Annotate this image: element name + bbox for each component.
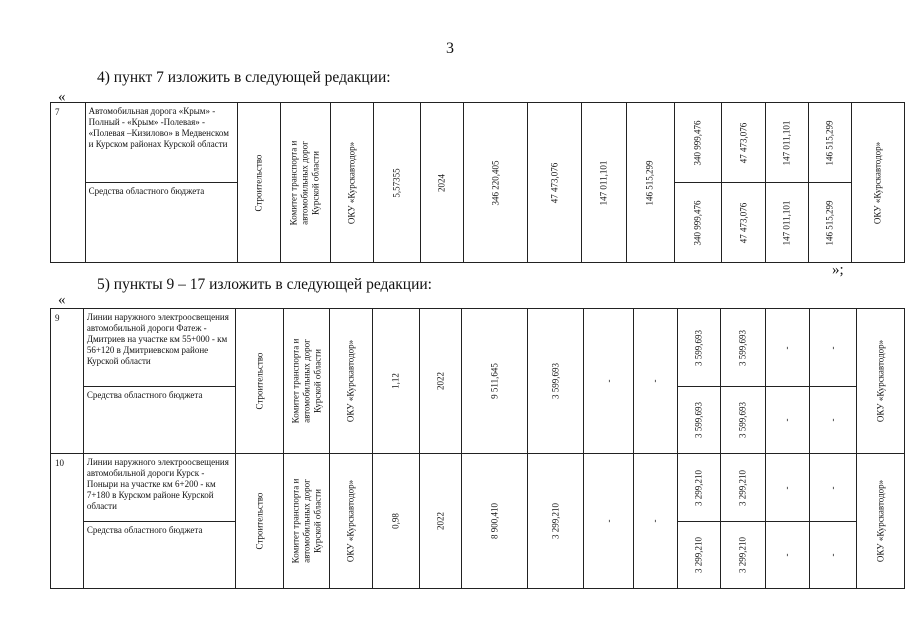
- finance-top-3-cell: [766, 454, 810, 522]
- length-cell: [373, 309, 420, 454]
- work-type: Строительство: [253, 154, 264, 211]
- value-3-cell: [634, 454, 678, 589]
- length-value: 0,98: [390, 513, 401, 529]
- operator-cell: [331, 103, 374, 263]
- value-3: -: [649, 519, 660, 523]
- customer: Комитет транспорта и автомобильных дорог Курской области: [290, 478, 323, 564]
- finance-bottom-2-cell: [721, 387, 766, 454]
- section4-heading: 4) пункт 7 изложить в следующей редакции:: [97, 69, 391, 86]
- finance-bottom-4-cell: [809, 522, 857, 589]
- finance-top-3-cell: [766, 309, 810, 387]
- value-2: -: [603, 379, 614, 383]
- object-name: Линии наружного электроосвещения автомобильной дороги Фатеж - Дмитриев на участке км 55+000 - км 56+120 в Дмитриевском районе Курской области: [83, 309, 235, 387]
- operator: ОКУ «Курскавтодор»: [345, 339, 356, 423]
- finance-top-1-cell: [677, 454, 721, 522]
- year-cell: [419, 454, 462, 589]
- finance-bottom-4-cell: [809, 183, 851, 263]
- value-2-cell: [584, 309, 634, 454]
- finance-bottom-1: 340 999,476: [692, 200, 703, 245]
- finance-top-2: 3 299,210: [737, 469, 748, 506]
- finance-top-4-cell: [809, 454, 857, 522]
- finance-bottom-1-cell: [677, 522, 721, 589]
- section5-heading: 5) пункты 9 – 17 изложить в следующей редакции:: [97, 276, 432, 293]
- table-item-7: [50, 102, 905, 263]
- finance-bottom-3-cell: [766, 387, 810, 454]
- total-cost-cell: [464, 103, 528, 263]
- year-value: 2022: [435, 372, 446, 390]
- last-col-cell: [857, 454, 905, 589]
- finance-top-1: 340 999,476: [692, 120, 703, 165]
- finance-bottom-4-cell: [809, 387, 857, 454]
- page-number: 3: [446, 40, 454, 57]
- finance-top-1: 3 299,210: [693, 469, 704, 506]
- work-type: Строительство: [254, 352, 265, 410]
- value-1: 3 299,210: [550, 503, 561, 539]
- finance-top-1-cell: [677, 309, 721, 387]
- finance-bottom-2: 3 299,210: [737, 537, 748, 573]
- finance-top-4: -: [827, 346, 838, 349]
- finance-top-3: -: [781, 346, 792, 349]
- last-col: ОКУ «Курскавтодор»: [875, 479, 886, 563]
- object-name: Автомобильная дорога «Крым» - Полный - «Крым» -Полевая» - «Полевая –Кизилово» в Медвенском и Курском районах Курской области: [85, 103, 238, 183]
- finance-top-3-cell: [765, 103, 808, 183]
- customer: Комитет транспорта и автомобильных дорог Курской области: [288, 140, 321, 225]
- operator: ОКУ «Курскавтодор»: [346, 141, 357, 224]
- last-col: ОКУ «Курскавтодор»: [872, 141, 883, 224]
- work-type: Строительство: [254, 492, 265, 550]
- value-2: 147 011,101: [598, 160, 609, 205]
- operator-cell: [330, 309, 373, 454]
- finance-top-4: 146 515,299: [824, 120, 835, 165]
- total-cost: 9 511,645: [489, 363, 500, 399]
- finance-bottom-4: -: [827, 553, 838, 557]
- length-value: 1,12: [390, 373, 401, 389]
- operator-cell: [330, 454, 373, 589]
- value-1: 3 599,693: [550, 363, 561, 399]
- length-cell: [374, 103, 420, 263]
- finance-bottom-3: 147 011,101: [781, 200, 792, 245]
- finance-bottom-4: 146 515,299: [824, 200, 835, 245]
- finance-bottom-2: 47 473,076: [738, 202, 749, 243]
- finance-bottom-1-cell: [677, 387, 721, 454]
- section4-close-quote: »;: [832, 262, 844, 278]
- last-col-cell: [851, 103, 904, 263]
- customer-cell: [280, 103, 330, 263]
- customer-cell: [283, 454, 330, 589]
- finance-top-2: 47 473,076: [738, 122, 749, 163]
- finance-bottom-2-cell: [722, 183, 765, 263]
- value-1-cell: [527, 309, 584, 454]
- row-number: 9: [51, 309, 84, 454]
- finance-bottom-3: -: [781, 553, 792, 557]
- work-type-cell: [236, 454, 284, 589]
- finance-top-2-cell: [721, 454, 766, 522]
- finance-top-3: 147 011,101: [781, 120, 792, 165]
- finance-bottom-3-cell: [765, 183, 808, 263]
- row-number: 10: [51, 454, 84, 589]
- finance-top-4-cell: [809, 309, 857, 387]
- finance-bottom-3-cell: [766, 522, 810, 589]
- last-col: ОКУ «Курскавтодор»: [875, 339, 886, 423]
- total-cost-cell: [462, 309, 527, 454]
- value-2-cell: [582, 103, 626, 263]
- length-value: 5,57355: [391, 167, 402, 198]
- finance-bottom-2-cell: [721, 522, 766, 589]
- finance-bottom-1: 3 299,210: [693, 537, 704, 573]
- total-cost-cell: [462, 454, 527, 589]
- year-cell: [420, 103, 463, 263]
- value-3: 146 515,299: [644, 160, 655, 205]
- finance-bottom-4: -: [827, 418, 838, 422]
- total-cost: 8 900,410: [489, 503, 500, 539]
- value-3: -: [649, 379, 660, 383]
- finance-bottom-2: 3 599,693: [737, 402, 748, 438]
- finance-top-2-cell: [721, 309, 766, 387]
- customer: Комитет транспорта и автомобильных дорог Курской области: [290, 338, 323, 424]
- finance-top-1-cell: [675, 103, 722, 183]
- budget-label: Средства областного бюджета: [85, 183, 238, 263]
- operator: ОКУ «Курскавтодор»: [345, 479, 356, 563]
- section4-open-quote: «: [58, 89, 66, 105]
- customer-cell: [283, 309, 330, 454]
- row-number: 7: [51, 103, 86, 263]
- object-name: Линии наружного электроосвещения автомобильной дороги Курск - Поныри на участке км 6+200 - км 7+180 в Курском районе Курской области: [83, 454, 235, 522]
- section5-open-quote: «: [58, 292, 66, 308]
- total-cost: 346 220,405: [490, 160, 501, 205]
- finance-top-4-cell: [809, 103, 851, 183]
- table-items-9-10: [50, 308, 905, 589]
- finance-bottom-3: -: [781, 418, 792, 422]
- finance-bottom-1: 3 599,693: [693, 402, 704, 438]
- work-type-cell: [236, 309, 284, 454]
- value-2: -: [603, 519, 614, 523]
- finance-top-2: 3 599,693: [737, 329, 748, 366]
- budget-label: Средства областного бюджета: [83, 387, 235, 454]
- work-type-cell: [238, 103, 280, 263]
- value-3-cell: [626, 103, 674, 263]
- finance-top-1: 3 599,693: [693, 329, 704, 366]
- year-value: 2024: [436, 173, 447, 192]
- value-1-cell: [528, 103, 582, 263]
- budget-label: Средства областного бюджета: [83, 522, 235, 589]
- value-2-cell: [584, 454, 634, 589]
- value-3-cell: [634, 309, 678, 454]
- year-value: 2022: [435, 512, 446, 530]
- finance-bottom-1-cell: [675, 183, 722, 263]
- value-1-cell: [527, 454, 584, 589]
- finance-top-3: -: [781, 486, 792, 489]
- last-col-cell: [857, 309, 905, 454]
- year-cell: [419, 309, 462, 454]
- value-1: 47 473,076: [549, 162, 560, 203]
- finance-top-4: -: [827, 486, 838, 489]
- length-cell: [373, 454, 420, 589]
- finance-top-2-cell: [722, 103, 765, 183]
